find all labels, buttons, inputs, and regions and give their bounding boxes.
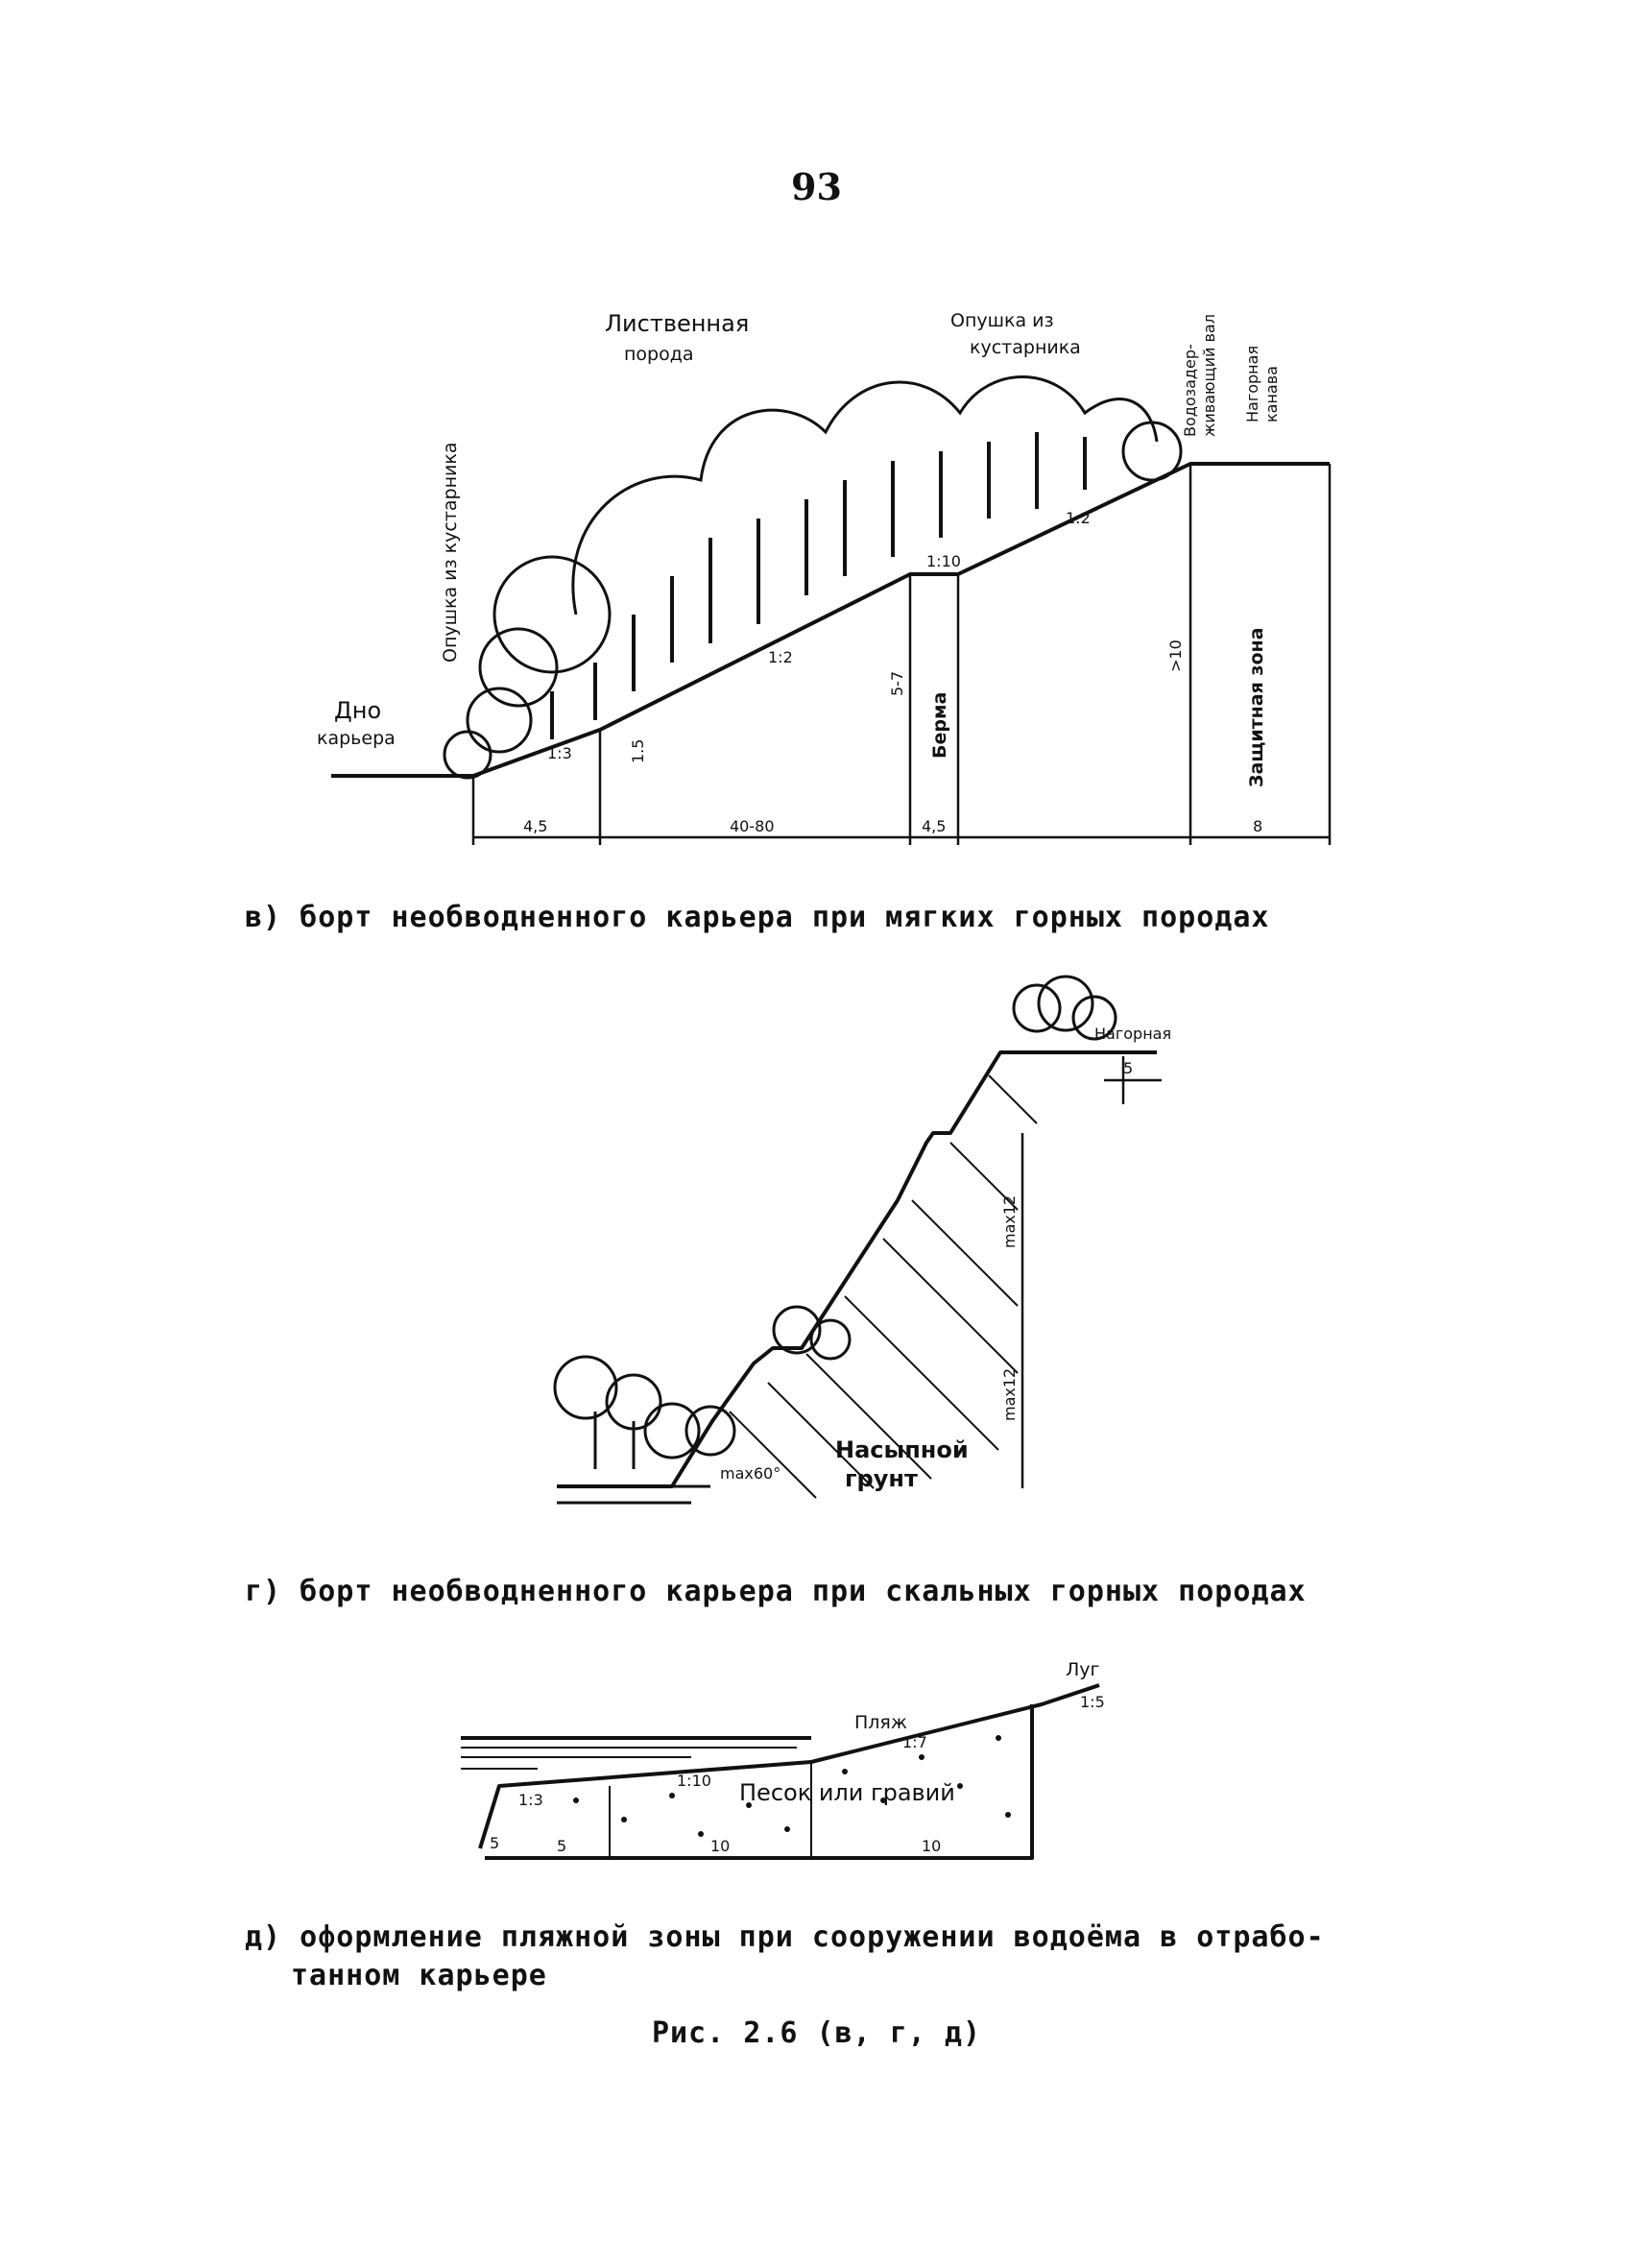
figure-g-caption: г) борт необводненного карьера при скальных горных породах <box>245 1575 1307 1608</box>
label-slope-3: 1:10 <box>926 552 961 570</box>
label-protective-zone: Защитная зона <box>1246 627 1267 787</box>
label-fill-soil-1: Насыпной <box>835 1436 969 1463</box>
label-dim-1: 5 <box>557 1837 567 1855</box>
label-slope-4: 1:2 <box>1066 509 1091 527</box>
label-angle: max60° <box>720 1464 781 1483</box>
fill-soil-base <box>557 1486 710 1503</box>
figure-v-caption: в) борт необводненного карьера при мягких горных породах <box>245 901 1270 934</box>
label-upland-channel-2: канава <box>1262 366 1281 422</box>
label-dim-3: 10 <box>922 1837 942 1855</box>
label-h-1: 1.5 <box>629 738 647 763</box>
label-h-2: 5-7 <box>888 670 906 696</box>
label-h-3: >10 <box>1166 639 1185 672</box>
label-dim-top: 5 <box>1123 1059 1134 1077</box>
dimension-lines <box>1022 1056 1162 1488</box>
label-slope-3: 1:10 <box>677 1772 711 1790</box>
label-pit-bottom-1: Дно <box>334 697 382 724</box>
figure-g-diagram <box>0 960 1633 1536</box>
forest-canopy <box>444 377 1181 779</box>
figure-caption: Рис. 2.6 (в, г, д) <box>651 2016 982 2050</box>
label-slope-1: 1:7 <box>902 1733 927 1751</box>
label-slope-2: 1:2 <box>768 648 793 666</box>
label-dim-4: 8 <box>1253 817 1263 835</box>
ground-profile <box>331 464 1330 776</box>
label-dim-upper: max12 <box>1000 1194 1019 1248</box>
figure-d-caption-line-1: д) оформление пляжной зоны при сооружении водоёма в отрабо- <box>245 1920 1325 1954</box>
figure-d-diagram <box>0 1632 1633 1892</box>
label-dim-3: 4,5 <box>922 817 947 835</box>
label-dim-2: 40-80 <box>730 817 775 835</box>
label-dim-2: 10 <box>710 1837 731 1855</box>
label-top: Нагорная <box>1094 1025 1172 1043</box>
rock-hatching <box>730 1075 1037 1498</box>
vegetation <box>555 977 1116 1469</box>
label-water-retaining-2: живающий вал <box>1200 314 1218 437</box>
label-meadow: Луг <box>1066 1659 1100 1680</box>
label-shrub-edge-right-2: кустарника <box>970 337 1081 358</box>
figure-v-diagram <box>0 0 1633 883</box>
label-dim-1: 4,5 <box>523 817 548 835</box>
label-shrub-edge-left: Опушка из кустарника <box>440 442 461 663</box>
label-pit-bottom-2: карьера <box>317 728 396 749</box>
label-deciduous-1: Лиственная <box>605 310 750 337</box>
label-berm: Берма <box>929 691 950 759</box>
label-shrub-edge-right-1: Опушка из <box>950 310 1054 331</box>
label-water-retaining-1: Водозадер- <box>1181 344 1199 437</box>
label-slope-4: 1:3 <box>518 1791 543 1809</box>
figure-d-caption-line-2: танном карьере <box>291 1959 547 1992</box>
label-sand-gravel: Песок или гравий <box>739 1779 955 1806</box>
label-upland-channel-1: Нагорная <box>1243 345 1261 422</box>
label-dim-4: 5 <box>490 1834 500 1852</box>
tree-strokes <box>552 432 1085 739</box>
page-number: 93 <box>791 165 842 208</box>
label-slope-1: 1:3 <box>547 744 572 762</box>
text-labels <box>720 1025 1171 1492</box>
label-deciduous-2: порода <box>624 344 694 365</box>
beach-profile <box>461 1685 1099 1858</box>
text-labels <box>317 310 1281 835</box>
dimension-lines <box>473 464 1330 845</box>
label-beach: Пляж <box>854 1712 907 1733</box>
label-dim-lower: max12 <box>1000 1367 1019 1421</box>
label-fill-soil-2: грунт <box>845 1465 918 1492</box>
label-slope-2: 1:5 <box>1080 1693 1105 1711</box>
